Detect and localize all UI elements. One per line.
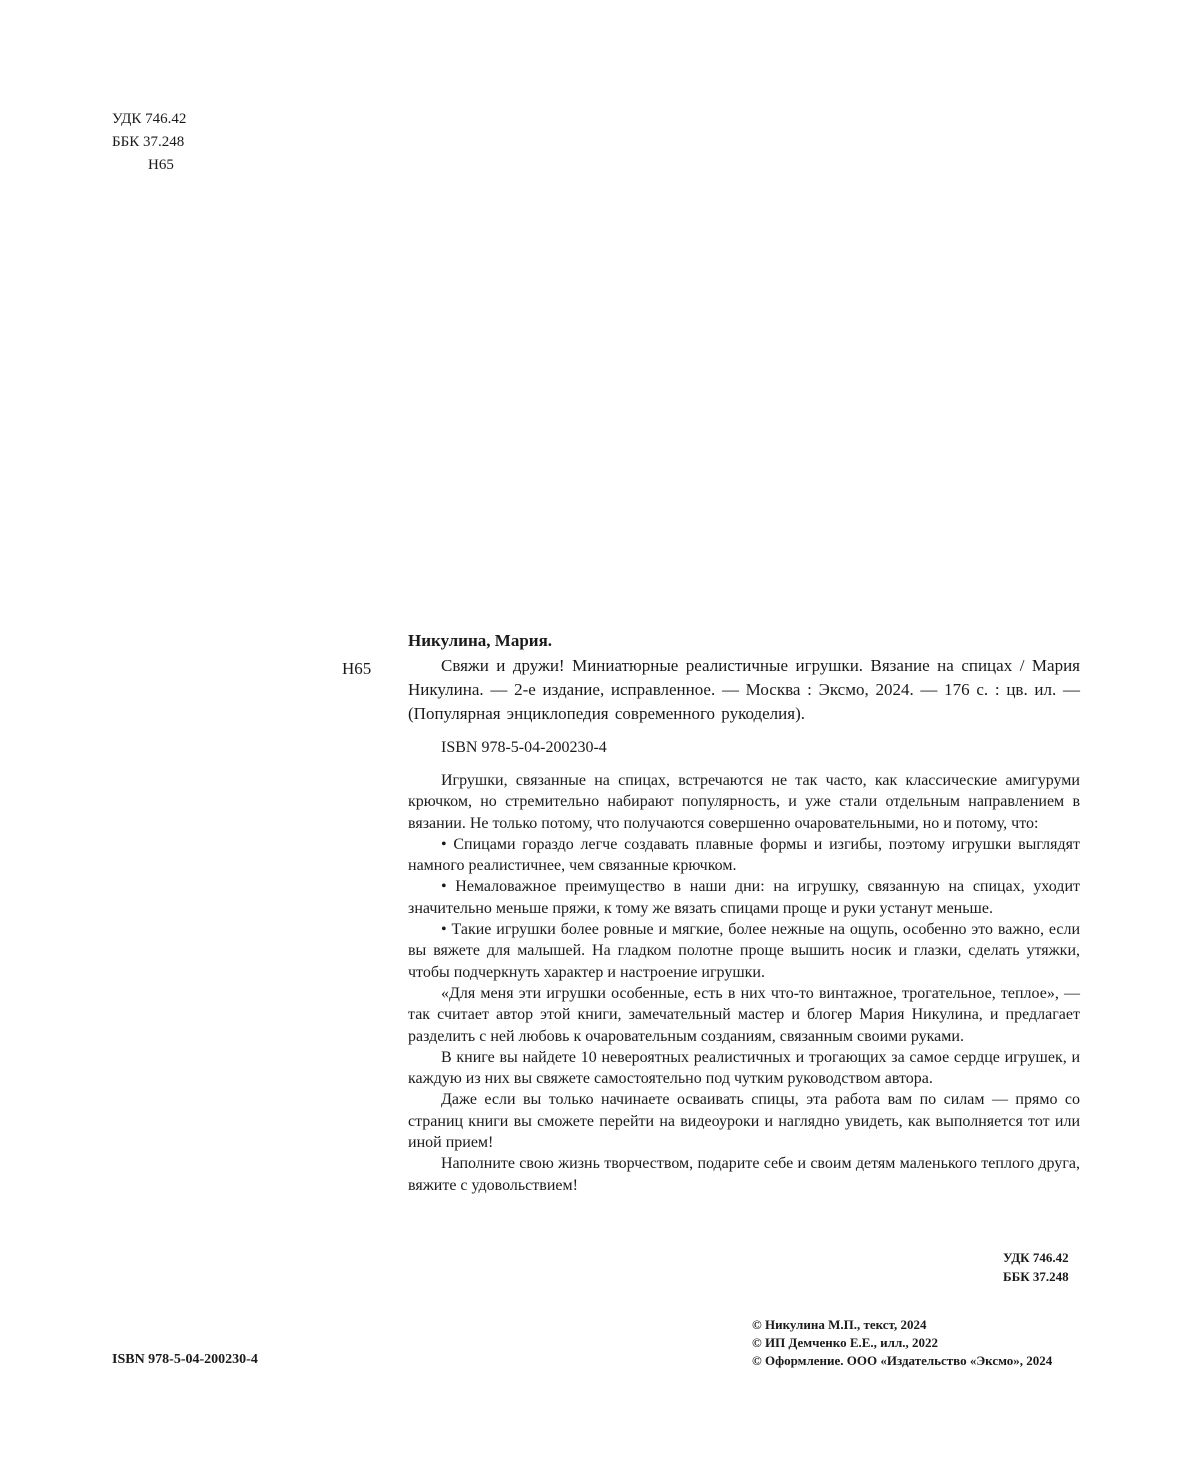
author-heading: Никулина, Мария. (408, 631, 553, 650)
bottom-bbk-code: ББК 37.248 (1003, 1269, 1069, 1284)
catalog-author-mark: Н65 (342, 659, 372, 678)
annotation (408, 770, 1080, 1196)
bottom-udk-code: УДК 746.42 (1003, 1250, 1069, 1265)
annotation-paragraph: Наполните свою жизнь творчеством, подарите себе и своим детям маленького теплого друга, вяжите с удовольствием! (408, 1155, 1080, 1194)
annotation-bullet: • Спицами гораздо легче создавать плавные формы и изгибы, поэтому игрушки выглядят намного реалистичнее, чем связанные крючком. (408, 835, 1080, 875)
udk-code: УДК 746.42 (112, 111, 187, 127)
bottom-isbn: ISBN 978-5-04-200230-4 (112, 1352, 258, 1367)
annotation-bullet: • Немаловажное преимущество в наши дни: на игрушку, связанную на спицах, уходит значительно меньше пряжи, к тому же вязать спицами проще и руки устанут меньше. (408, 878, 1080, 917)
copyright-text: © Никулина М.П., текст, 2024 (752, 1317, 927, 1332)
catalog-isbn: ISBN 978-5-04-200230-4 (441, 739, 607, 756)
author-mark-code: Н65 (148, 157, 174, 173)
copyright-block (752, 1316, 1052, 1370)
annotation-paragraph: Игрушки, связанные на спицах, встречаются не так часто, как классические амигуруми крючком, но стремительно набирают популярность, и уже стали отдельным направлением в вязании. Не только потому, что получаются совершенно очаровательными, но и потому, что: (408, 772, 1080, 832)
top-classification-block (112, 108, 186, 177)
annotation-bullet: • Такие игрушки более ровные и мягкие, более нежные на ощупь, особенно это важно, если вы вяжете для малышей. На гладком полотне проще вышить носик и глазки, сделать утяжки, чтобы подчеркнуть характер и настроение игрушки. (408, 921, 1080, 981)
copyright-design: © Оформление. ООО «Издательство «Эксмо», 2024 (752, 1353, 1053, 1368)
bottom-classification-block (1003, 1248, 1069, 1286)
annotation-paragraph: В книге вы найдете 10 невероятных реалистичных и трогающих за самое сердце игрушек, и каждую из них вы свяжете самостоятельно под чутким руководством автора. (408, 1048, 1080, 1088)
bibliographic-description: Свяжи и дружи! Миниатюрные реалистичные игрушки. Вязание на спицах / Мария Никулина. — 2-е издание, исправленное. — Москва : Эксмо, 2024. — 176 с. : цв. ил. — (Популярная энциклопедия современного рукоделия). (408, 656, 1080, 723)
annotation-paragraph: «Для меня эти игрушки особенные, есть в них что-то винтажное, трогательное, теплое», — так считает автор этой книги, замечательный мастер и блогер Мария Никулина, и предлагает разделить с ней любовь к очаровательным созданиям, связанным своими руками. (408, 984, 1080, 1045)
annotation-paragraph: Даже если вы только начинаете осваивать спицы, эта работа вам по силам — прямо со страниц книги вы сможете перейти на видеоуроки и наглядно увидеть, как выполняется тот или иной прием! (408, 1091, 1080, 1152)
copyright-illustrations: © ИП Демченко Е.Е., илл., 2022 (752, 1335, 938, 1350)
bbk-code: ББК 37.248 (112, 134, 185, 150)
